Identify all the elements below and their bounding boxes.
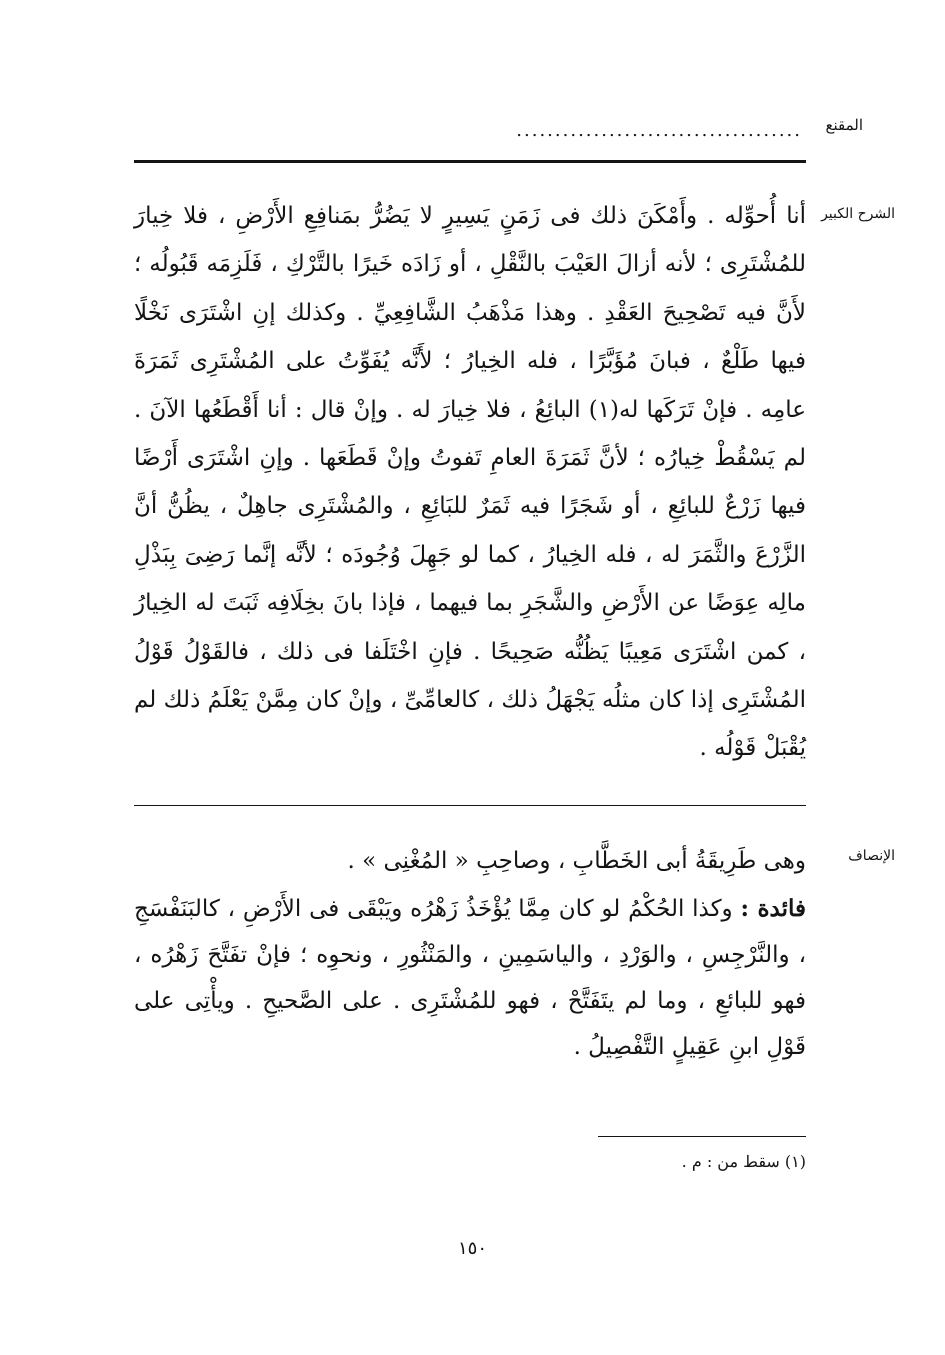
faida-text: وكذا الحُكْمُ لو كان مِمَّا يُؤْخَذُ زَهْرُه ويَبْقَى فى الأَرْضِ ، كالبَنَفْسَجِ ، والنَّرْجِسِ ، والوَرْدِ ، والياسَمِينِ ، والمَنْثُورِ ، ونحوِه ؛ فإنْ تفَتَّحَ زَهْرُه ، فهو للبائعِ ، وما لم يتَفَتَّحْ ، فهو للمُشْتَرِى . على الصَّحيحِ . ويأْتِى على قَوْلِ ابنِ عَقِيلٍ التَّفْصِيلُ . bbox=[134, 896, 806, 1060]
insaf-text-block bbox=[134, 838, 806, 1070]
sharh-text-block bbox=[134, 192, 806, 773]
page-number: ١٥٠ bbox=[457, 1238, 487, 1259]
sharh-paragraph: أنا أُحوِّله . وأَمْكَنَ ذلك فى زَمَنٍ يَسِيرٍ لا يَضُرُّ بمَنافِعِ الأَرْضِ ، فلا خِيارَ للمُشْتَرِى ؛ لأنه أزالَ العَيْبَ بالنَّقْلِ ، أو زَادَه خَيرًا بالتَّرْكِ ، فَلَزِمَه قَبُولُه ؛ لأَنَّ فيه تَصْحِيحَ العَقْدِ . وهذا مَذْهَبُ الشَّافِعِيِّ . وكذلك إنِ اشْتَرَى نَخْلًا فيها طَلْعٌ ، فبانَ مُؤَبَّرًا ، فله الخِيارُ ؛ لأَنَّه يُفَوِّتُ على المُشْتَرِى ثَمَرَةَ عامِه . فإنْ تَرَكَها له(١) البائِعُ ، فلا خِيارَ له . وإنْ قال : أنا أَقْطَعُها الآنَ . لم يَسْقُطْ خِيارُه ؛ لأنَّ ثَمَرَةَ العامِ تَفوتُ وإنْ قَطَعَها . وإنِ اشْتَرَى أَرْضًا فيها زَرْعٌ للبائِعِ ، أو شَجَرًا فيه ثَمَرٌ للبَائِعِ ، والمُشْتَرِى جاهِلٌ ، يظُنُّ أنَّ الزَّرْعَ والثَّمَرَ له ، فله الخِيارُ ، كما لو جَهِلَ وُجُودَه ؛ لأنَّه إنَّما رَضِىَ بِبَذْلِ مالِه عِوَضًا عن الأَرْضِ والشَّجَرِ بما فيهما ، فإذا بانَ بخِلَافِه ثَبَتَ له الخِيارُ ، كمن اشْتَرَى مَعِيبًا يَظُنُّه صَحِيحًا . فإنِ اخْتَلَفا فى ذلك ، فالقَوْلُ قَوْلُ المُشْتَرِى إذا كان مثلُه يَجْهَلُ ذلك ، كالعامِّىِّ ، وإنْ كان مِمَّنْ يَعْلَمُ ذلك لم يُقْبَلْ قَوْلُه . bbox=[134, 203, 807, 762]
header-dotted-line: ..................................... bbox=[516, 120, 802, 141]
insaf-side-label: الإنصاف bbox=[848, 848, 895, 864]
insaf-faida-paragraph bbox=[134, 886, 806, 1070]
sharh-side-label: الشرح الكبير bbox=[821, 206, 895, 222]
insaf-intro: وهى طَرِيقَةُ أبى الخَطَّابِ ، وصاحِبِ « المُغْنِى » . bbox=[347, 848, 806, 874]
footnote: (١) سقط من : م . bbox=[681, 1152, 806, 1171]
faida-label: فائدة : bbox=[740, 895, 807, 922]
section-divider bbox=[134, 805, 806, 806]
footnote-rule bbox=[598, 1136, 806, 1137]
book-title: المقنع bbox=[825, 116, 863, 134]
header-rule bbox=[134, 160, 806, 163]
